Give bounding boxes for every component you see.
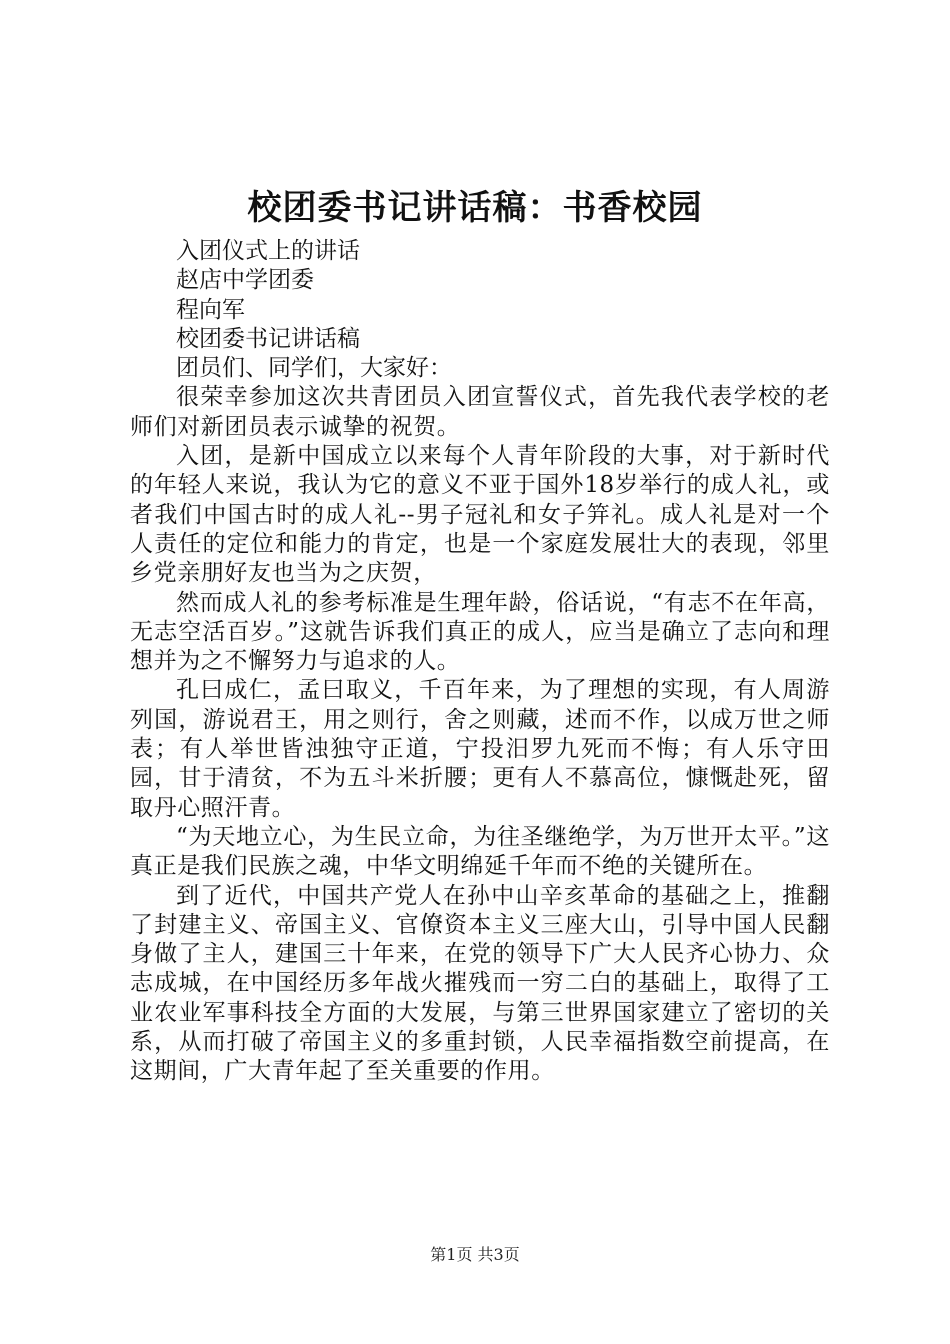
meta-line-doc-type: 校团委书记讲话稿 — [176, 325, 360, 352]
paragraph-3: 然而成人礼的参考标准是生理年龄，俗话说，“有志不在年高，无志空活百岁。”这就告诉我们真正的成人，应当是确立了志向和理想并为之不懈努力与追求的人。 — [130, 589, 830, 675]
paragraph-6: 到了近代，中国共产党人在孙中山辛亥革命的基础之上，推翻了封建主义、帝国主义、官僚资本主义三座大山，引导中国人民翻身做了主人，建国三十年来，在党的领导下广大人民齐心协力、众志成城，在中国经历多年战火摧残而一穷二白的基础上，取得了工业农业军事科技全方面的大发展，与第三世界国家建立了密切的关系，从而打破了帝国主义的多重封锁，人民幸福指数空前提高，在这期间，广大青年起了至关重要的作用。 — [130, 882, 830, 1085]
paragraph-2: 入团，是新中国成立以来每个人青年阶段的大事，对于新时代的年轻人来说，我认为它的意义不亚于国外18岁举行的成人礼，或者我们中国古时的成人礼--男子冠礼和女子笄礼。成人礼是对一个人责任的定位和能力的肯定，也是一个家庭发展壮大的表现，邻里乡党亲朋好友也当为之庆贺， — [130, 443, 830, 587]
paragraph-1: 很荣幸参加这次共青团员入团宣誓仪式，首先我代表学校的老师们对新团员表示诚挚的祝贺。 — [130, 384, 830, 440]
meta-line-greeting: 团员们、同学们，大家好： — [176, 355, 452, 382]
paragraph-4: 孔曰成仁，孟曰取义，千百年来，为了理想的实现，有人周游列国，游说君王，用之则行，舍之则藏，述而不作，以成万世之师表；有人举世皆浊独守正道，宁投汨罗九死而不悔；有人乐守田园，甘于清贫，不为五斗米折腰；更有人不慕高位，慷慨赴死，留取丹心照汗青。 — [130, 677, 830, 821]
paragraph-5: “为天地立心，为生民立命，为往圣继绝学，为万世开太平。”这真正是我们民族之魂，中华文明绵延千年而不绝的关键所在。 — [130, 823, 830, 880]
page-footer: 第1页 共3页 — [430, 1245, 520, 1264]
meta-line-speech-occasion: 入团仪式上的讲话 — [176, 238, 360, 264]
document-body — [130, 237, 830, 1087]
document-title: 校团委书记讲话稿：书香校园 — [247, 188, 703, 228]
meta-line-organization: 赵店中学团委 — [176, 267, 314, 294]
meta-line-author: 程向军 — [176, 296, 245, 323]
